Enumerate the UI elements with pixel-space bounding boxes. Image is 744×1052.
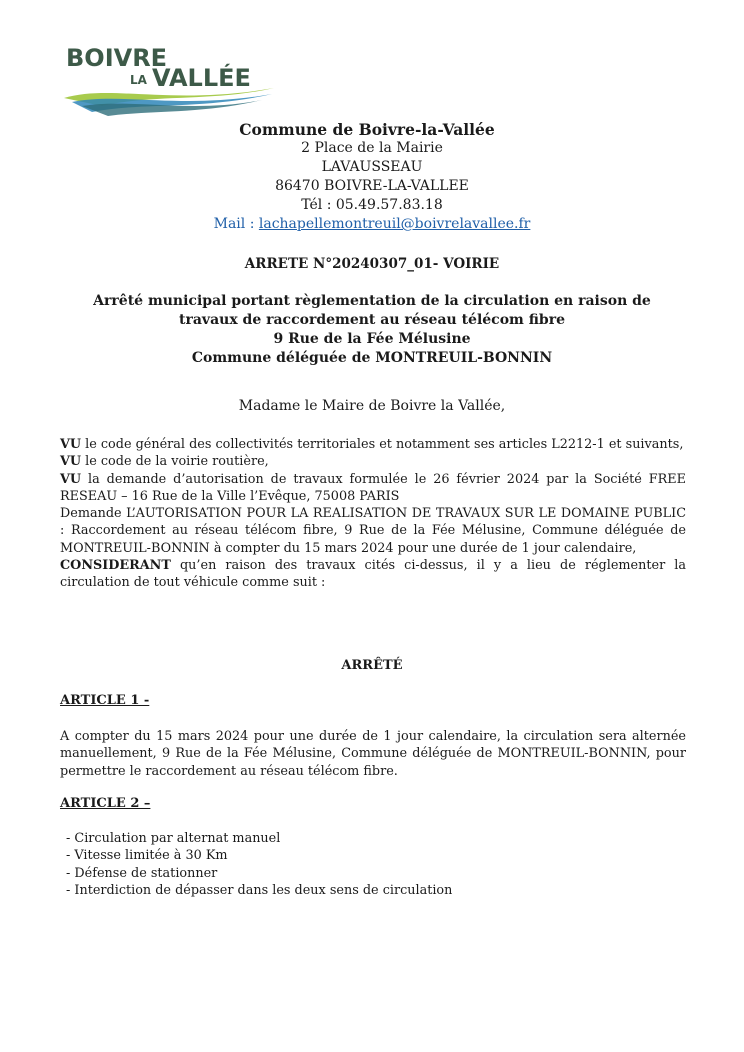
logo-word-boivre: BOIVRE	[66, 44, 168, 72]
considerant-prefix: CONSIDERANT	[60, 558, 171, 574]
mail-link[interactable]: lachapellemontreuil@boivrelavallee.fr	[258, 216, 531, 232]
list-item: - Vitesse limitée à 30 Km	[66, 847, 452, 864]
vu-paragraph-2	[60, 453, 686, 470]
article-2-list	[66, 830, 452, 899]
list-item: - Interdiction de dépasser dans les deux sens de circulation	[66, 882, 452, 899]
subject-line-1: Arrêté municipal portant règlementation de la circulation en raison de	[93, 293, 651, 309]
considerant-text: qu’en raison des travaux cités ci-dessus, il y a lieu de réglementer la circulation de tout véhicule comme suit :	[60, 558, 686, 591]
considerant-paragraph	[60, 557, 686, 592]
arrete-subject	[0, 292, 744, 368]
article-2-heading: ARTICLE 2 –	[60, 796, 151, 811]
vu-prefix: VU	[60, 454, 82, 470]
subject-line-4: Commune déléguée de MONTREUIL-BONNIN	[191, 350, 553, 366]
considerations	[60, 436, 686, 592]
phone-line: Tél : 05.49.57.83.18	[301, 197, 443, 213]
address-line-2: LAVAUSSEAU	[321, 159, 423, 175]
vu-text: le code de la voirie routière,	[81, 454, 269, 470]
article-1-text: A compter du 15 mars 2024 pour une durée de 1 jour calendaire, la circulation sera alternée manuellement, 9 Rue de la Fée Mélusine, Commune déléguée de MONTREUIL-BONNIN, pour permettre le raccordement au réseau télécom fibre.	[60, 729, 686, 779]
arrete-title: ARRÊTÉ	[341, 658, 403, 673]
list-item: - Défense de stationner	[66, 865, 452, 882]
salutation: Madame le Maire de Boivre la Vallée,	[238, 398, 506, 414]
logo-word-la: LA	[130, 73, 147, 87]
vu-prefix: VU	[60, 437, 82, 452]
vu-paragraph-3	[60, 471, 686, 506]
commune-logo	[62, 40, 282, 120]
commune-name: Commune de Boivre-la-Vallée	[239, 120, 495, 139]
arrete-reference: ARRETE N°20240307_01- VOIRIE	[244, 256, 500, 272]
address-line-3: 86470 BOIVRE-LA-VALLEE	[275, 178, 469, 194]
vu-paragraph-1	[60, 436, 686, 453]
logo-word-vallee: VALLÉE	[152, 64, 251, 92]
mail-label: Mail :	[213, 216, 259, 232]
vu-prefix: VU	[60, 471, 82, 487]
address-line-1: 2 Place de la Mairie	[301, 140, 443, 156]
subject-line-2: travaux de raccordement au réseau télécom fibre	[179, 312, 565, 328]
article-1-heading: ARTICLE 1 -	[60, 693, 150, 708]
letterhead	[0, 120, 744, 234]
mail-line	[0, 215, 744, 234]
vu-text: la demande d’autorisation de travaux formulée le 26 février 2024 par la Société FREE RESEAU – 16 Rue de la Ville l’Evêque, 75008 PARIS	[60, 471, 686, 504]
demande-paragraph: Demande L’AUTORISATION POUR LA REALISATION DE TRAVAUX SUR LE DOMAINE PUBLIC : Raccordement au réseau télécom fibre, 9 Rue de la Fée Mélusine, Commune déléguée de MONTREUIL-BONNIN à compter du 15 mars 2024 pour une durée de 1 jour calendaire,	[60, 506, 686, 556]
list-item: - Circulation par alternat manuel	[66, 830, 452, 847]
vu-text: le code général des collectivités territoriales et notamment ses articles L2212-1 et suivants,	[81, 437, 684, 452]
subject-line-3: 9 Rue de la Fée Mélusine	[273, 331, 471, 347]
logo-graphic	[62, 40, 282, 120]
